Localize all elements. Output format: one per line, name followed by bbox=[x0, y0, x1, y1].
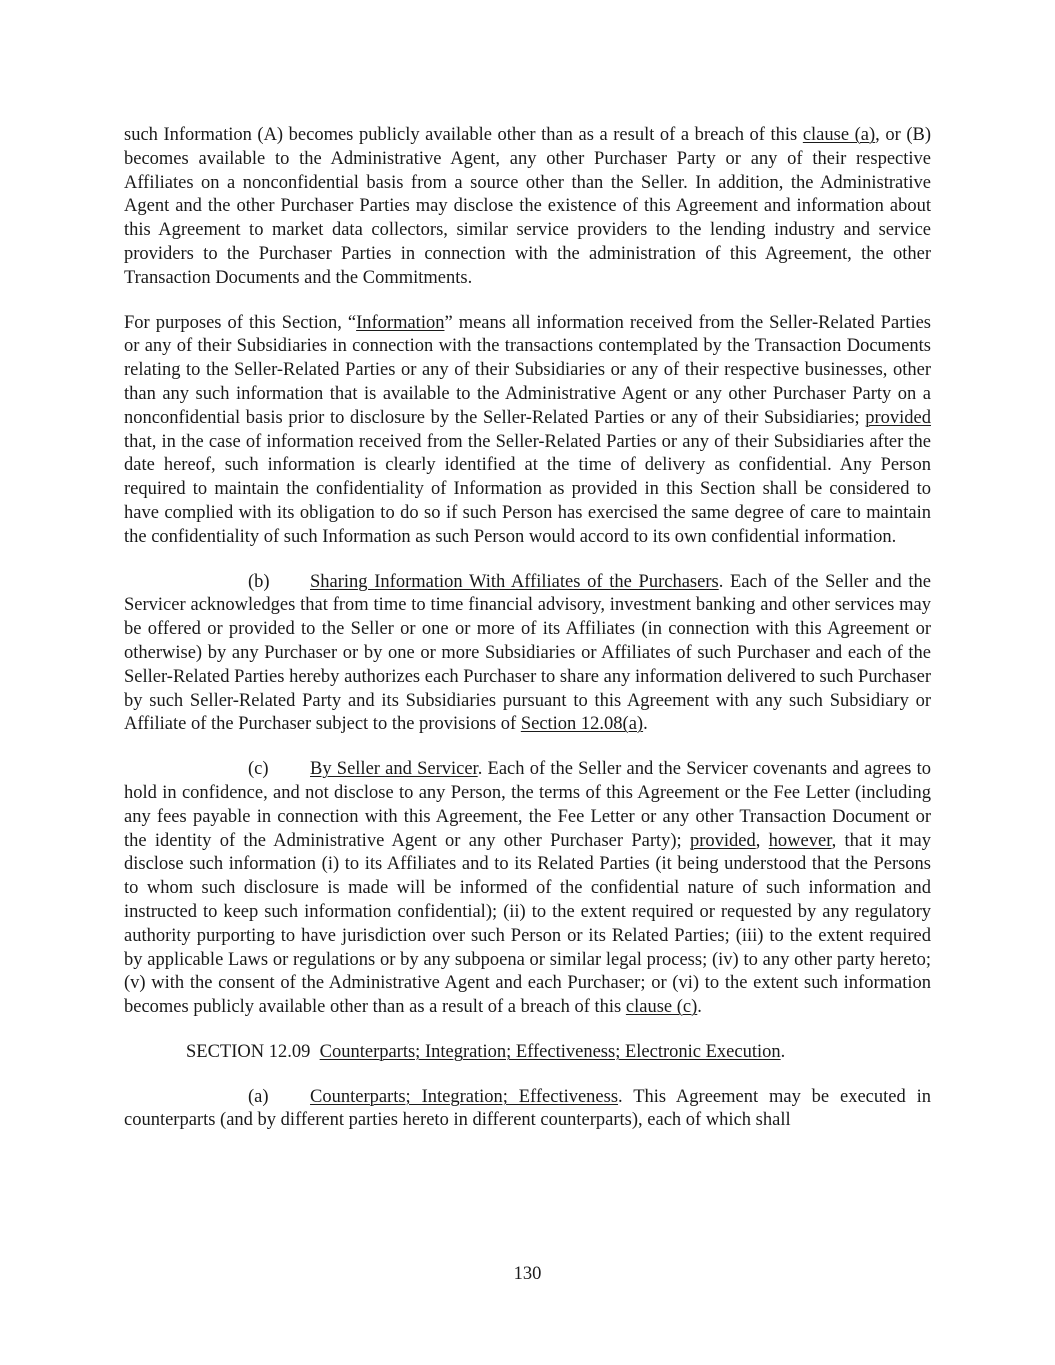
however-term: however bbox=[768, 830, 832, 851]
paragraph-c-label: (c) bbox=[248, 759, 269, 780]
paragraph-a-heading: Counterparts; Integration; Effectiveness bbox=[310, 1086, 619, 1107]
defined-term-information: Information bbox=[356, 312, 445, 333]
document-page bbox=[124, 124, 931, 1154]
paragraph-b-sharing-information: (b) Sharing Information With Affiliates of the Purchasers. Each of the Seller and the Servicer acknowledges that from time to time financial advisory, investment banking and other services may be offered or provided to the Seller or one or more of its Affiliates (in connection with this Agreement or otherwise) by any Purchaser or by one or more Subsidiaries or Affiliates of such Purchaser and each of the Seller-Related Parties hereby authorizes each Purchaser to share any information delivered to such Purchaser by such Seller-Related Party and its Subsidiaries pursuant to this Agreement with any such Subsidiary or Affiliate of the Purchaser subject to the provisions of Section 12.08(a). bbox=[124, 571, 931, 735]
paragraph-b-label: (b) bbox=[248, 571, 270, 592]
paragraph-c-heading: By Seller and Servicer bbox=[310, 759, 478, 780]
clause-a-reference: clause (a) bbox=[802, 125, 876, 145]
paragraph-a-counterparts: (a) Counterparts; Integration; Effectiveness. This Agreement may be executed in counterparts (and by different parties hereto in different counterparts), each of which shall bbox=[124, 1086, 931, 1131]
page-number: 130 bbox=[513, 1264, 542, 1284]
section-title: Counterparts; Integration; Effectiveness; Electronic Execution bbox=[319, 1041, 781, 1062]
paragraph-confidentiality-continued: such Information (A) becomes publicly available other than as a result of a breach of this clause (a), or (B) becomes available to the Administrative Agent, any other Purchaser Party or any of their respective Affiliates on a nonconfidential basis from a source other than the Seller. In addition, the Administrative Agent and the other Purchaser Parties may disclose the existence of this Agreement and information about this Agreement to market data collectors, similar service providers to the lending industry and service providers to the Purchaser Parties in connection with the administration of this Agreement, the other Transaction Documents and the Commitments. bbox=[124, 125, 931, 288]
paragraph-a-label: (a) bbox=[248, 1086, 269, 1107]
paragraph-b-heading: Sharing Information With Affiliates of the Purchasers bbox=[310, 571, 719, 592]
provided-term: provided bbox=[865, 407, 931, 428]
clause-c-reference: clause (c) bbox=[625, 997, 698, 1018]
paragraph-information-definition: For purposes of this Section, “Information” means all information received from the Seller-Related Parties or any of their Subsidiaries in connection with the transactions contemplated by the Transaction Documents relating to the Seller-Related Parties or any of their Subsidiaries or any of their respective businesses, other than any such information that is available to the Administrative Agent or any other Purchaser Party on a nonconfidential basis prior to disclosure by the Seller-Related Parties or any of their Subsidiaries; provided that, in the case of information received from the Seller-Related Parties or any of their Subsidiaries after the date hereof, such information is clearly identified at the time of delivery as confidential. Any Person required to maintain the confidentiality of Information as provided in this Section shall be considered to have complied with its obligation to do so if such Person has exercised the same degree of care to maintain the confidentiality of such Information as such Person would accord to its own confidential information. bbox=[124, 312, 932, 547]
section-number: SECTION 12.09 bbox=[186, 1041, 311, 1062]
section-12-08a-reference: Section 12.08(a) bbox=[520, 714, 644, 735]
provided-term: provided bbox=[689, 830, 756, 851]
section-12-09-heading: SECTION 12.09 Counterparts; Integration; Effectiveness; Electronic Execution. bbox=[186, 1041, 786, 1062]
paragraph-c-seller-servicer: (c) By Seller and Servicer. Each of the Seller and the Servicer covenants and agrees to hold in confidence, and not disclose to any Person, the terms of this Agreement or the Fee Letter (including any fees payable in connection with this Agreement, the Fee Letter or any other Transaction Document or the identity of the Administrative Agent or any other Purchaser Party); provided, however, that it may disclose such information (i) to its Affiliates and to its Related Parties (it being understood that the Persons to whom such disclosure is made will be informed of the confidential nature of such information and instructed to keep such information confidential); (ii) to the extent required or requested by any regulatory authority purporting to have jurisdiction over such Person or its Related Parties; (iii) to the extent required by applicable Laws or regulations or by any subpoena or similar legal process; (iv) to any other party hereto; (v) with the consent of the Administrative Agent and each Purchaser; or (vi) to the extent such information becomes publicly available other than as a result of a breach of this clause (c). bbox=[124, 759, 931, 1018]
